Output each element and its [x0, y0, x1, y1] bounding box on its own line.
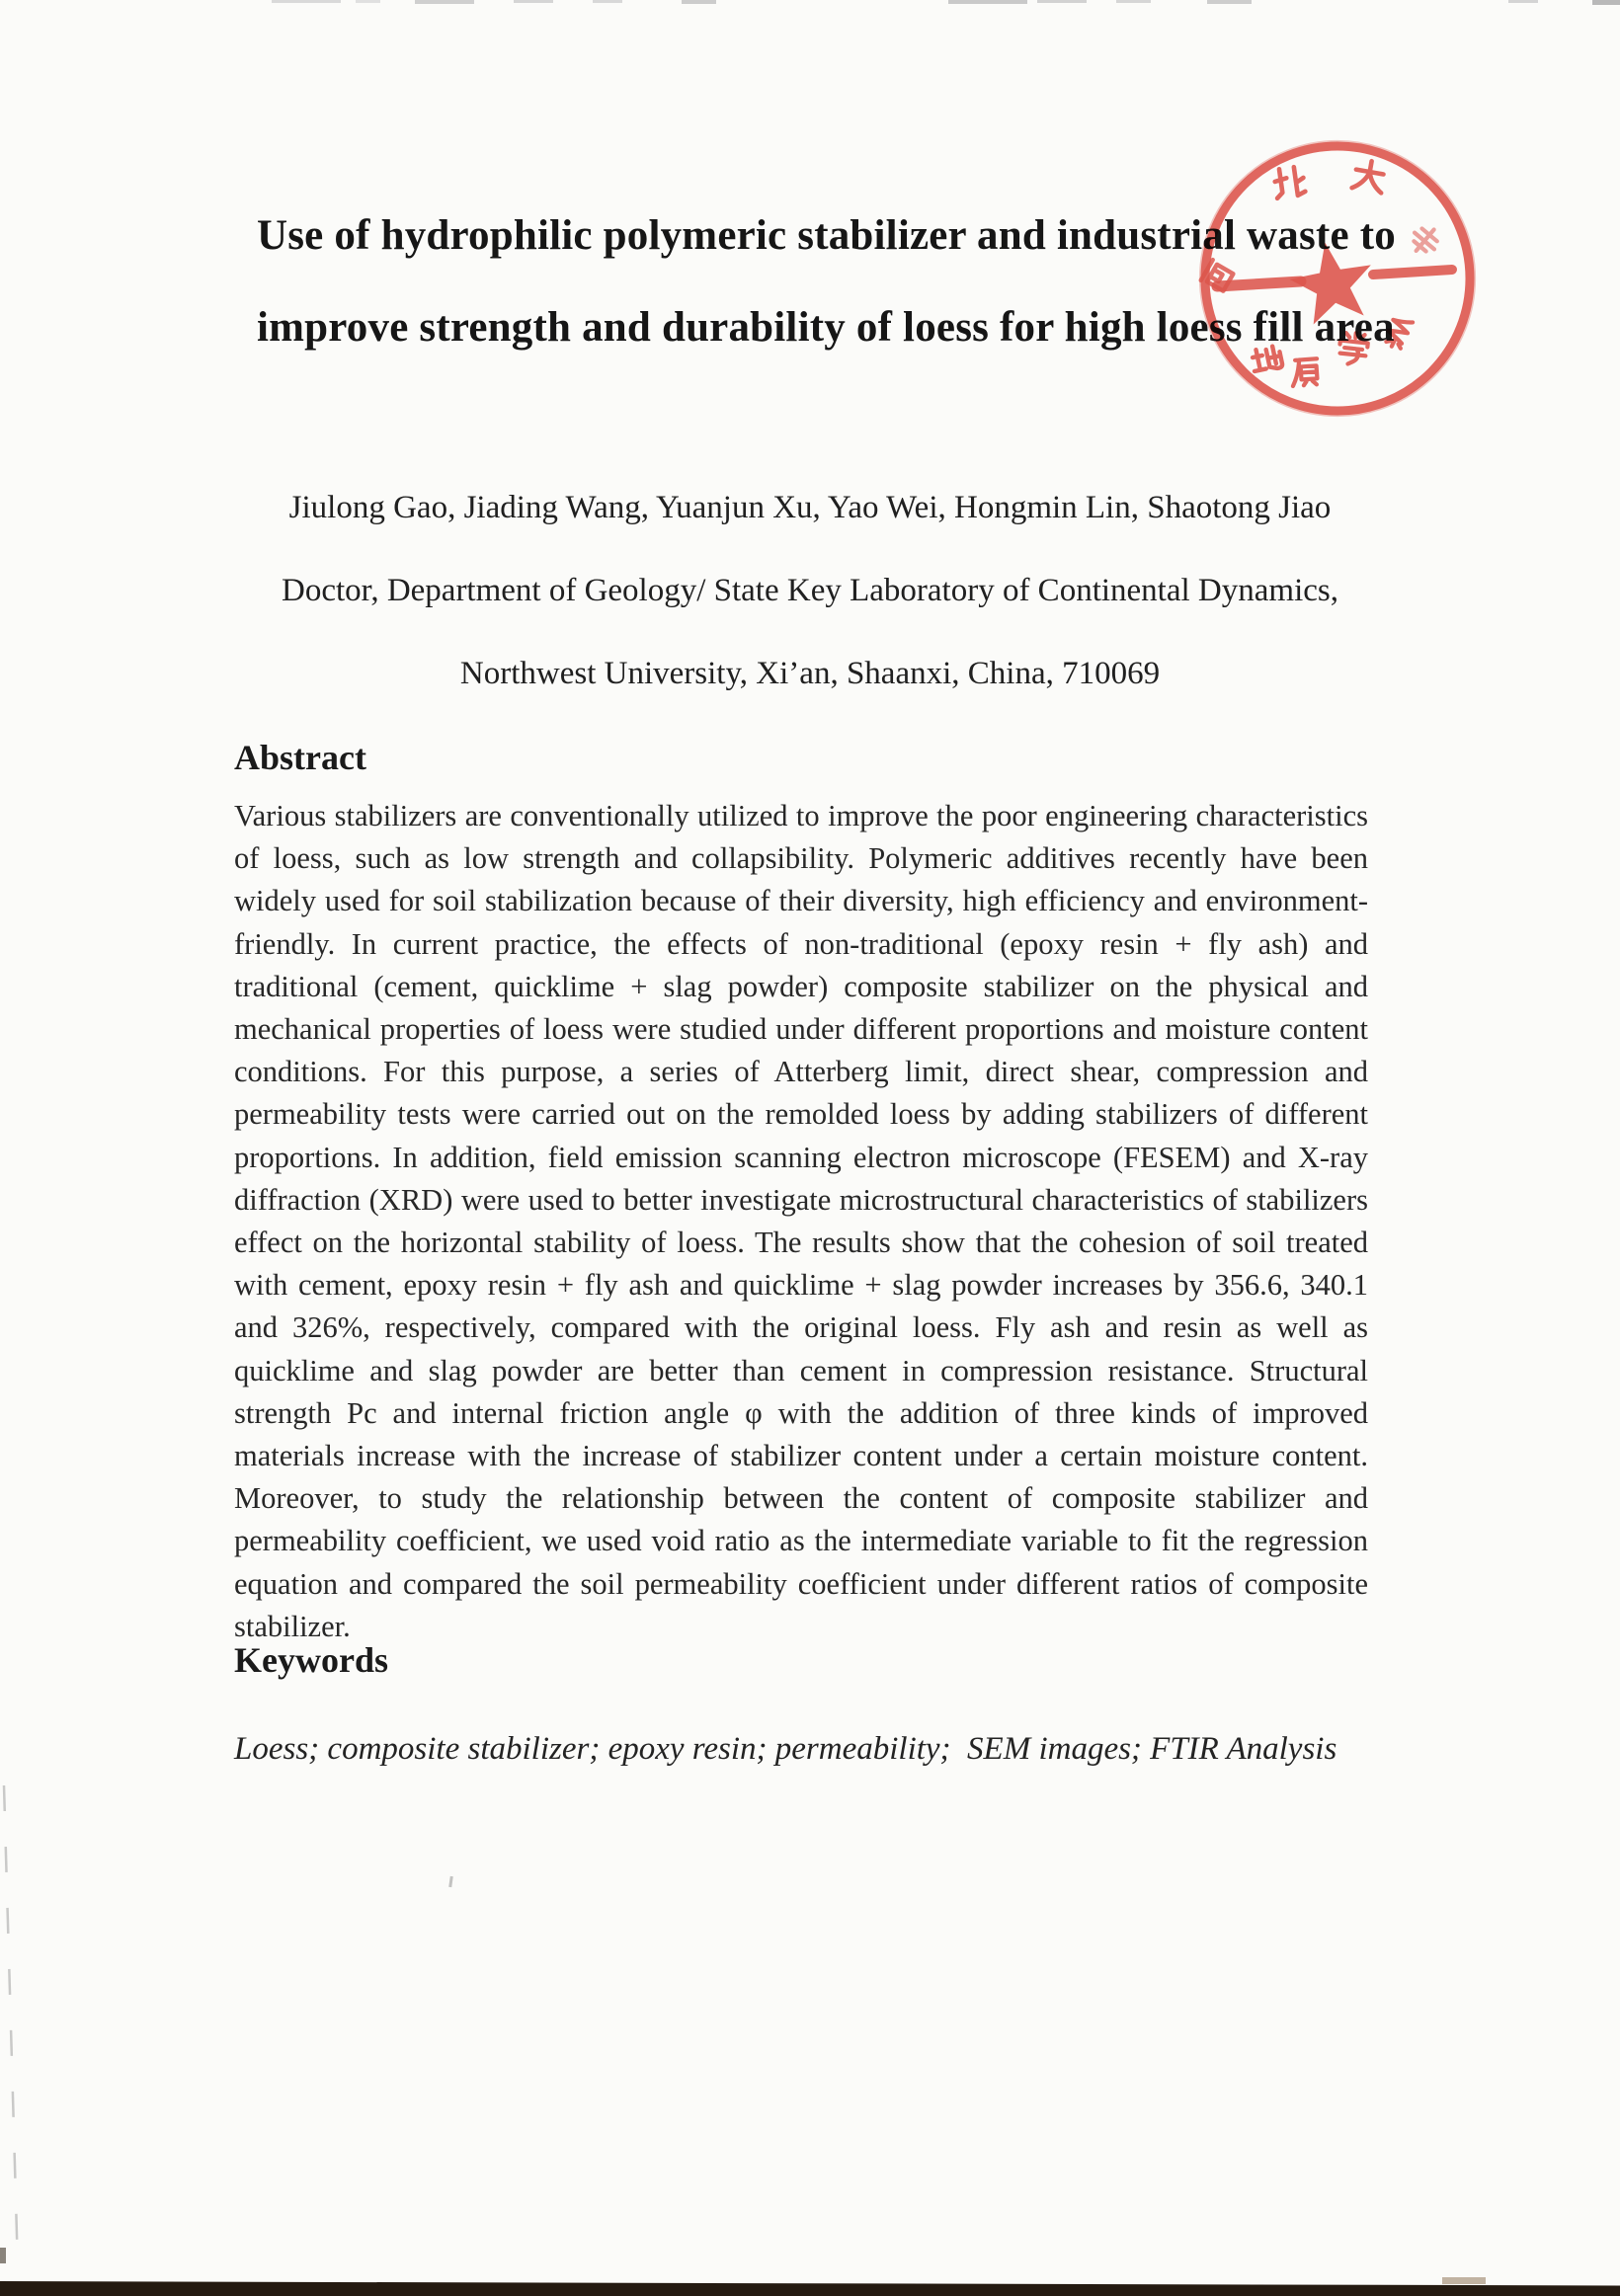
affiliation-line: Doctor, Department of Geology/ State Key Laboratory of Continental Dynamics, — [282, 573, 1338, 608]
scan-artifact — [593, 0, 622, 3]
scan-artifact — [356, 0, 380, 3]
keywords-line: Loess; composite stabilizer; epoxy resin; permeability; SEM images; FTIR Analysis — [234, 1731, 1337, 1767]
university-seal-stamp — [1189, 130, 1486, 427]
scan-artifact — [682, 0, 716, 4]
scan-artifact — [448, 1876, 453, 1887]
scan-artifact — [1508, 0, 1538, 3]
scan-artifact — [1116, 0, 1151, 3]
scan-artifact — [1592, 0, 1620, 5]
scan-artifact — [1207, 0, 1252, 4]
scan-artifact — [514, 0, 553, 3]
abstract-heading: Abstract — [234, 738, 366, 777]
page-title-line-1: Use of hydrophilic polymeric stabilizer and industrial waste to — [257, 212, 1396, 259]
scan-bottom-edge — [0, 2274, 1620, 2296]
institution-line: Northwest University, Xi’an, Shaanxi, China, 710069 — [459, 656, 1161, 691]
seal-char-bei — [1273, 166, 1306, 198]
seal-char-da — [1352, 159, 1387, 194]
scan-artifact — [415, 0, 474, 4]
keywords-heading: Keywords — [234, 1640, 388, 1680]
seal-right-bar — [1373, 270, 1452, 275]
seal-char-di — [1251, 345, 1283, 373]
scan-artifact — [272, 0, 341, 3]
authors-line: Jiulong Gao, Jiading Wang, Yuanjun Xu, Yao Wei, Hongmin Lin, Shaotong Jiao — [288, 490, 1332, 525]
seal-char-faint-right — [1407, 221, 1444, 259]
seal-char-zhi — [1291, 358, 1319, 386]
scan-artifact — [948, 0, 1027, 4]
scan-artifact — [1442, 2277, 1486, 2284]
scan-artifact — [0, 2248, 6, 2263]
seal-char-xi2 — [1383, 314, 1413, 350]
abstract-paragraph: Various stabilizers are conventionally utilized to improve the poor engineering characteristics of loess, such as low strength and collapsibility. Polymeric additives recently have been widely used for soil stabilization because of their diversity, high efficiency and environment-friendly. In current practice, the effects of non-traditional (epoxy resin + fly ash) and traditional (cement, quicklime + slag powder) composite stabilizer on the physical and mechanical properties of loess were studied under different proportions and moisture content conditions. For this purpose, a series of Atterberg limit, direct shear, compression and permeability tests were carried out on the remolded loess by adding stabilizers of different proportions. In addition, field emission scanning electron microscope (FESEM) and X-ray diffraction (XRD) were used to better investigate microstructural characteristics of stabilizers effect on the horizontal stability of loess. The results show that the cohesion of soil treated with cement, epoxy resin + fly ash and quicklime + slag powder increases by 356.6, 340.1 and 326%, respectively, compared with the original loess. Fly ash and resin as well as quicklime and slag powder are better than cement in compression resistance. Structural strength Pc and internal friction angle φ with the addition of three kinds of improved materials increase with the increase of stabilizer content under a certain moisture content. Moreover, to study the relationship between the content of composite stabilizer and permeability coefficient, we used void ratio as the intermediate variable to fit the regression equation and compared the soil permeability coefficient under different ratios of composite stabilizer. — [234, 799, 1368, 1643]
seal-char-xue — [1338, 332, 1369, 366]
page-title-line-2: improve strength and durability of loess for high loess fill area — [257, 304, 1395, 351]
scan-artifact — [1037, 0, 1087, 3]
scan-crease-line — [0, 0, 40, 2296]
